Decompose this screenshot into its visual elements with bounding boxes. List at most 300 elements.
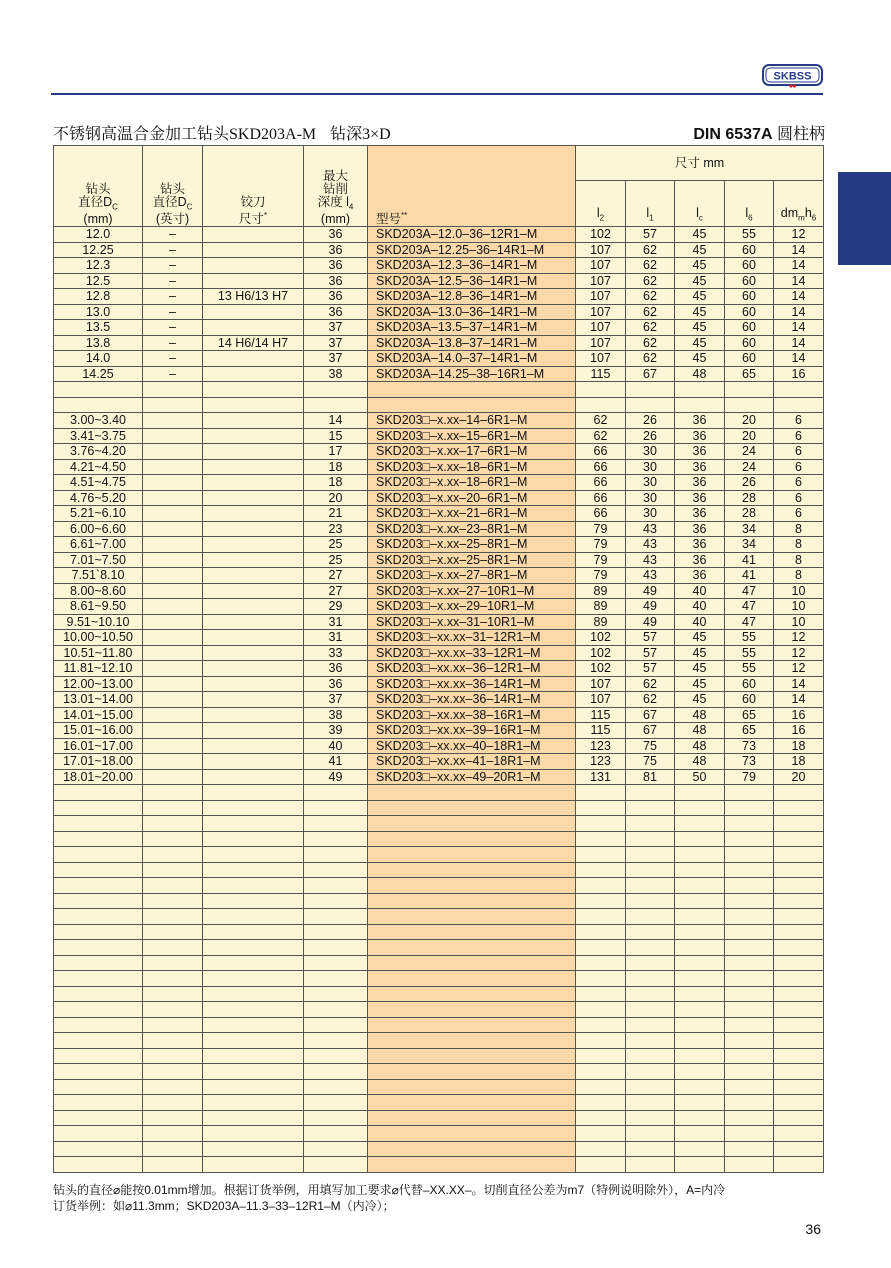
cell-dm [774, 878, 824, 894]
cell-l1: 30 [626, 475, 675, 491]
cell-l6 [725, 909, 774, 925]
table-row [54, 986, 824, 1002]
cell-inch [143, 1033, 203, 1049]
cell-dc [54, 1095, 143, 1111]
cell-inch [143, 413, 203, 429]
cell-l6 [725, 1157, 774, 1173]
cell-inch: – [143, 304, 203, 320]
cell-l6 [725, 924, 774, 940]
cell-l1 [626, 1079, 675, 1095]
cell-dm: 6 [774, 475, 824, 491]
cell-lc [675, 785, 725, 801]
cell-inch [143, 614, 203, 630]
cell-reamer [203, 924, 304, 940]
table-row [54, 273, 824, 289]
cell-dm [774, 971, 824, 987]
cell-reamer [203, 1141, 304, 1157]
cell-dm: 20 [774, 769, 824, 785]
cell-reamer [203, 614, 304, 630]
cell-reamer [203, 831, 304, 847]
cell-reamer: 14 H6/14 H7 [203, 335, 304, 351]
title-main: 不锈钢高温合金加工钻头SKD203A-M [53, 126, 317, 143]
cell-reamer [203, 258, 304, 274]
cell-depth [304, 1002, 368, 1018]
table-row [54, 1064, 824, 1080]
cell-model [368, 878, 576, 894]
cell-depth: 36 [304, 273, 368, 289]
cell-inch [143, 955, 203, 971]
cell-model: SKD203□–x.xx–27–8R1–M [368, 568, 576, 584]
cell-dc: 5.21~6.10 [54, 506, 143, 522]
cell-dm: 8 [774, 568, 824, 584]
cell-lc: 36 [675, 568, 725, 584]
cell-l1: 30 [626, 444, 675, 460]
cell-l2: 107 [576, 692, 626, 708]
cell-l2: 102 [576, 645, 626, 661]
cell-inch [143, 521, 203, 537]
cell-model [368, 1017, 576, 1033]
cell-dc: 12.3 [54, 258, 143, 274]
cell-depth: 36 [304, 304, 368, 320]
cell-l6 [725, 1126, 774, 1142]
cell-l6: 47 [725, 599, 774, 615]
cell-l2 [576, 955, 626, 971]
cell-inch: – [143, 227, 203, 243]
cell-model [368, 1157, 576, 1173]
cell-lc: 45 [675, 630, 725, 646]
cell-reamer [203, 971, 304, 987]
cell-inch [143, 924, 203, 940]
cell-dc: 10.51~11.80 [54, 645, 143, 661]
cell-l6 [725, 1110, 774, 1126]
cell-l6: 65 [725, 366, 774, 382]
cell-dm: 14 [774, 273, 824, 289]
table-row [54, 676, 824, 692]
cell-reamer [203, 397, 304, 413]
cell-dc: 14.0 [54, 351, 143, 367]
cell-inch [143, 506, 203, 522]
cell-l2 [576, 1157, 626, 1173]
cell-depth [304, 986, 368, 1002]
cell-reamer [203, 1126, 304, 1142]
cell-l1: 49 [626, 599, 675, 615]
cell-dc: 14.25 [54, 366, 143, 382]
cell-model: SKD203□–x.xx–31–10R1–M [368, 614, 576, 630]
cell-model: SKD203□–x.xx–18–6R1–M [368, 475, 576, 491]
cell-l2: 79 [576, 568, 626, 584]
table-row [54, 568, 824, 584]
table-row [54, 785, 824, 801]
cell-depth: 38 [304, 366, 368, 382]
cell-l6: 34 [725, 537, 774, 553]
table-row [54, 1157, 824, 1173]
cell-l2: 66 [576, 506, 626, 522]
cell-lc [675, 1017, 725, 1033]
cell-l6 [725, 847, 774, 863]
cell-model: SKD203□–x.xx–25–8R1–M [368, 552, 576, 568]
cell-l6 [725, 878, 774, 894]
cell-depth [304, 1033, 368, 1049]
cell-l1 [626, 785, 675, 801]
cell-dm: 6 [774, 444, 824, 460]
col-group-dimensions: 尺寸 mm [576, 146, 824, 181]
cell-l6: 24 [725, 444, 774, 460]
cell-lc [675, 1048, 725, 1064]
cell-dc [54, 1002, 143, 1018]
cell-dm [774, 924, 824, 940]
table-row [54, 707, 824, 723]
cell-dc: 13.8 [54, 335, 143, 351]
cell-l2: 66 [576, 444, 626, 460]
cell-l2 [576, 986, 626, 1002]
cell-dm: 8 [774, 521, 824, 537]
cell-l1 [626, 893, 675, 909]
footnote-2: 订货举例：如⌀11.3mm；SKD203A–11.3–33–12R1–M（内冷）； [53, 1199, 395, 1213]
din-code: DIN 6537A [693, 126, 773, 143]
cell-dc: 9.51~10.10 [54, 614, 143, 630]
cell-l1: 57 [626, 645, 675, 661]
cell-model [368, 397, 576, 413]
cell-model [368, 1064, 576, 1080]
table-row [54, 1126, 824, 1142]
cell-model [368, 816, 576, 832]
cell-dc: 12.25 [54, 242, 143, 258]
cell-l2 [576, 878, 626, 894]
cell-dc [54, 862, 143, 878]
cell-l2 [576, 397, 626, 413]
cell-model: SKD203□–xx.xx–49–20R1–M [368, 769, 576, 785]
cell-lc: 45 [675, 692, 725, 708]
cell-inch [143, 847, 203, 863]
cell-l2: 107 [576, 242, 626, 258]
cell-inch [143, 475, 203, 491]
cell-lc [675, 1141, 725, 1157]
cell-inch [143, 692, 203, 708]
cell-l1: 30 [626, 459, 675, 475]
cell-l1 [626, 1017, 675, 1033]
cell-model: SKD203□–x.xx–18–6R1–M [368, 459, 576, 475]
cell-l1 [626, 1110, 675, 1126]
cell-dc [54, 1079, 143, 1095]
cell-reamer [203, 1079, 304, 1095]
cell-dc: 14.01~15.00 [54, 707, 143, 723]
cell-lc: 36 [675, 552, 725, 568]
cell-dc [54, 986, 143, 1002]
cell-model: SKD203□–x.xx–25–8R1–M [368, 537, 576, 553]
cell-depth: 25 [304, 552, 368, 568]
cell-lc [675, 924, 725, 940]
cell-model: SKD203□–x.xx–27–10R1–M [368, 583, 576, 599]
cell-model [368, 800, 576, 816]
cell-l1: 62 [626, 304, 675, 320]
cell-l6: 47 [725, 614, 774, 630]
cell-depth: 40 [304, 738, 368, 754]
cell-dc [54, 382, 143, 398]
cell-l2: 102 [576, 630, 626, 646]
cell-dm [774, 397, 824, 413]
cell-lc [675, 1110, 725, 1126]
cell-reamer [203, 955, 304, 971]
cell-l2 [576, 1002, 626, 1018]
cell-reamer [203, 878, 304, 894]
cell-dm [774, 847, 824, 863]
cell-inch: – [143, 258, 203, 274]
cell-l1 [626, 940, 675, 956]
cell-depth: 15 [304, 428, 368, 444]
cell-model: SKD203A–12.25–36–14R1–M [368, 242, 576, 258]
table-row [54, 924, 824, 940]
cell-depth [304, 924, 368, 940]
cell-dm [774, 955, 824, 971]
cell-depth: 23 [304, 521, 368, 537]
cell-l2: 79 [576, 521, 626, 537]
cell-inch [143, 754, 203, 770]
cell-l2 [576, 1064, 626, 1080]
cell-l1: 67 [626, 723, 675, 739]
cell-l6: 20 [725, 428, 774, 444]
cell-model [368, 1110, 576, 1126]
cell-l2 [576, 1095, 626, 1111]
cell-l6: 24 [725, 459, 774, 475]
cell-l2 [576, 924, 626, 940]
cell-dm [774, 1048, 824, 1064]
cell-l1 [626, 1064, 675, 1080]
cell-dc: 12.00~13.00 [54, 676, 143, 692]
cell-model [368, 1048, 576, 1064]
cell-dc [54, 397, 143, 413]
cell-inch [143, 1017, 203, 1033]
cell-dm [774, 1002, 824, 1018]
cell-l1 [626, 397, 675, 413]
cell-depth: 36 [304, 676, 368, 692]
cell-depth [304, 1110, 368, 1126]
table-row [54, 645, 824, 661]
cell-reamer [203, 382, 304, 398]
cell-lc: 36 [675, 413, 725, 429]
cell-l6: 60 [725, 320, 774, 336]
cell-reamer [203, 645, 304, 661]
cell-dm: 18 [774, 738, 824, 754]
cell-dm [774, 1064, 824, 1080]
cell-depth: 41 [304, 754, 368, 770]
cell-l1: 62 [626, 242, 675, 258]
cell-inch [143, 893, 203, 909]
cell-model: SKD203A–14.25–38–16R1–M [368, 366, 576, 382]
cell-model [368, 382, 576, 398]
cell-reamer [203, 475, 304, 491]
cell-l1 [626, 800, 675, 816]
cell-dm [774, 940, 824, 956]
cell-l6 [725, 1095, 774, 1111]
cell-model: SKD203□–xx.xx–39–16R1–M [368, 723, 576, 739]
cell-dm: 14 [774, 258, 824, 274]
cell-inch: – [143, 289, 203, 305]
cell-l1 [626, 862, 675, 878]
cell-l2 [576, 1048, 626, 1064]
cell-dm: 10 [774, 614, 824, 630]
cell-dm: 12 [774, 227, 824, 243]
cell-reamer [203, 1095, 304, 1111]
cell-reamer [203, 862, 304, 878]
cell-inch [143, 676, 203, 692]
cell-inch [143, 568, 203, 584]
cell-inch [143, 707, 203, 723]
cell-depth: 25 [304, 537, 368, 553]
cell-inch [143, 878, 203, 894]
cell-depth [304, 800, 368, 816]
cell-lc: 48 [675, 707, 725, 723]
cell-l1 [626, 1002, 675, 1018]
cell-depth [304, 1048, 368, 1064]
title-depth: 钻深3×D [330, 126, 391, 143]
cell-dm [774, 893, 824, 909]
cell-l6 [725, 1048, 774, 1064]
cell-l6: 60 [725, 335, 774, 351]
cell-dm [774, 862, 824, 878]
cell-l1: 49 [626, 583, 675, 599]
col-l6: $l_6$ [725, 181, 774, 227]
cell-depth: 31 [304, 614, 368, 630]
cell-l1: 49 [626, 614, 675, 630]
table-row [54, 831, 824, 847]
cell-depth: 37 [304, 335, 368, 351]
cell-l1: 62 [626, 676, 675, 692]
cell-reamer [203, 785, 304, 801]
cell-lc [675, 986, 725, 1002]
cell-depth [304, 1141, 368, 1157]
header-rule [51, 93, 823, 95]
cell-l2: 62 [576, 428, 626, 444]
table-row [54, 366, 824, 382]
cell-lc: 45 [675, 289, 725, 305]
cell-inch: – [143, 242, 203, 258]
cell-l6 [725, 893, 774, 909]
cell-l2: 66 [576, 459, 626, 475]
cell-lc: 36 [675, 475, 725, 491]
cell-model [368, 1079, 576, 1095]
cell-dm: 6 [774, 490, 824, 506]
cell-l1: 43 [626, 521, 675, 537]
cell-depth [304, 878, 368, 894]
cell-inch [143, 738, 203, 754]
cell-inch [143, 1048, 203, 1064]
cell-dc: 13.0 [54, 304, 143, 320]
cell-l2 [576, 893, 626, 909]
cell-lc: 40 [675, 583, 725, 599]
table-row [54, 382, 824, 398]
cell-dc [54, 785, 143, 801]
cell-model: SKD203□–xx.xx–40–18R1–M [368, 738, 576, 754]
din-standard [693, 121, 825, 144]
table-row [54, 723, 824, 739]
cell-l1: 62 [626, 692, 675, 708]
cell-depth: 31 [304, 630, 368, 646]
cell-inch [143, 552, 203, 568]
cell-dm [774, 816, 824, 832]
cell-inch [143, 723, 203, 739]
cell-lc: 45 [675, 676, 725, 692]
cell-l1: 62 [626, 258, 675, 274]
cell-l6: 60 [725, 258, 774, 274]
cell-dm: 16 [774, 723, 824, 739]
cell-reamer [203, 366, 304, 382]
cell-model: SKD203□–xx.xx–31–12R1–M [368, 630, 576, 646]
cell-dm [774, 382, 824, 398]
cell-depth [304, 847, 368, 863]
cell-l2: 89 [576, 599, 626, 615]
cell-depth: 18 [304, 459, 368, 475]
cell-dm [774, 1017, 824, 1033]
cell-reamer [203, 707, 304, 723]
cell-inch: – [143, 366, 203, 382]
cell-inch [143, 645, 203, 661]
table-row [54, 1002, 824, 1018]
cell-inch [143, 1079, 203, 1095]
cell-l1: 62 [626, 335, 675, 351]
cell-inch [143, 444, 203, 460]
cell-reamer [203, 940, 304, 956]
cell-lc: 36 [675, 490, 725, 506]
cell-inch [143, 630, 203, 646]
cell-dc [54, 1141, 143, 1157]
cell-depth [304, 955, 368, 971]
cell-model: SKD203□–xx.xx–41–18R1–M [368, 754, 576, 770]
cell-lc [675, 831, 725, 847]
cell-l2 [576, 382, 626, 398]
cell-lc: 48 [675, 723, 725, 739]
side-tab [838, 172, 891, 265]
cell-dm: 8 [774, 552, 824, 568]
cell-inch [143, 769, 203, 785]
cell-dm [774, 1157, 824, 1173]
cell-l1: 57 [626, 630, 675, 646]
cell-model: SKD203A–12.0–36–12R1–M [368, 227, 576, 243]
cell-l1: 62 [626, 351, 675, 367]
cell-reamer [203, 676, 304, 692]
cell-dc: 6.00~6.60 [54, 521, 143, 537]
cell-l1: 43 [626, 537, 675, 553]
cell-reamer [203, 1110, 304, 1126]
cell-inch [143, 459, 203, 475]
cell-inch [143, 971, 203, 987]
cell-inch [143, 785, 203, 801]
table-row [54, 413, 824, 429]
cell-l2: 79 [576, 552, 626, 568]
cell-dm: 14 [774, 320, 824, 336]
col-diameter-inch: 钻头 直径$D_C$ (英寸) [143, 146, 203, 227]
cell-inch [143, 1095, 203, 1111]
cell-inch [143, 428, 203, 444]
cell-inch [143, 1064, 203, 1080]
cell-lc: 36 [675, 521, 725, 537]
cell-l2 [576, 1110, 626, 1126]
cell-dc [54, 1017, 143, 1033]
cell-l1: 81 [626, 769, 675, 785]
footnote-1: 钻头的直径⌀能按0.01mm增加。根据订货举例，用填写加工要求⌀代替–XX.XX–。切削直径公差为m7（特例说明除外），A=内冷 [53, 1183, 726, 1197]
cell-model [368, 831, 576, 847]
cell-l6 [725, 816, 774, 832]
cell-l6: 60 [725, 242, 774, 258]
cell-reamer [203, 1002, 304, 1018]
cell-model: SKD203A–12.3–36–14R1–M [368, 258, 576, 274]
cell-depth: 29 [304, 599, 368, 615]
cell-l1: 30 [626, 506, 675, 522]
table-row [54, 738, 824, 754]
cell-dc: 7.01~7.50 [54, 552, 143, 568]
table-row [54, 289, 824, 305]
cell-l6 [725, 1079, 774, 1095]
cell-dc: 3.76~4.20 [54, 444, 143, 460]
